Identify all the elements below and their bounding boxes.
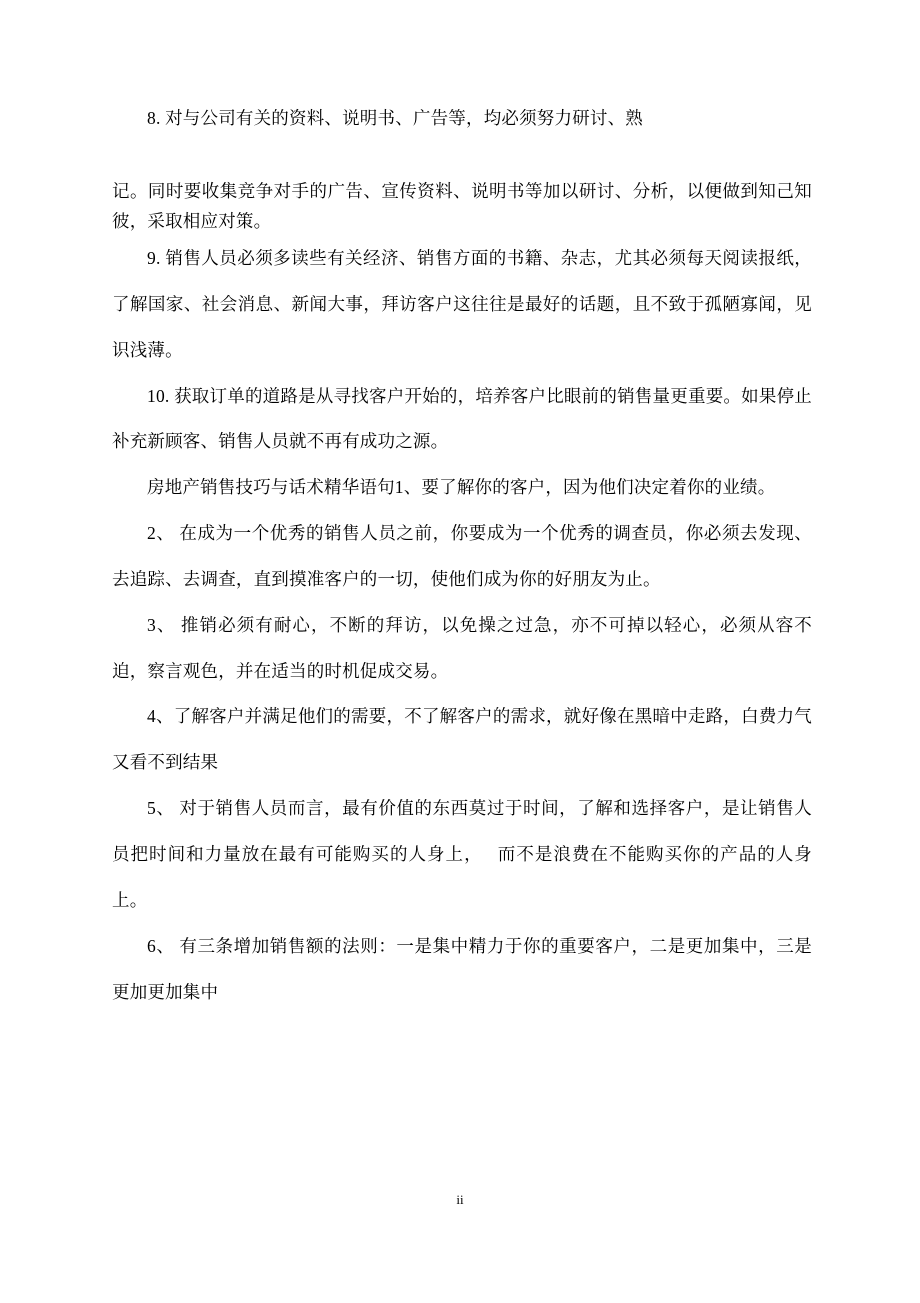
- paragraph-item-3: 3、 推销必须有耐心，不断的拜访，以免操之过急，亦不可掉以轻心，必须从容不迫，察言观色，并在适当的时机促成交易。: [112, 614, 812, 681]
- paragraph-item-4: 4、了解客户并满足他们的需要，不了解客户的需求，就好像在黑暗中走路，白费力气又看不到结果: [112, 706, 812, 773]
- paragraph-item-2: 2、 在成为一个优秀的销售人员之前，你要成为一个优秀的调查员，你必须去发现、去追踪、去调查，直到摸准客户的一切，使他们成为你的好朋友为止。: [112, 523, 812, 589]
- paragraph-item-10: 10. 获取订单的道路是从寻找客户开始的，培养客户比眼前的销售量更重要。如果停止补充新顾客、销售人员就不再有成功之源。: [112, 385, 812, 452]
- paragraph-item-6: 6、 有三条增加销售额的法则：一是集中精力于你的重要客户，二是更加集中，三是更加更加集中: [112, 935, 812, 1002]
- paragraph-item-9: 9. 销售人员必须多读些有关经济、销售方面的书籍、杂志，尤其必须每天阅读报纸，了解国家、社会消息、新闻大事，拜访客户这往往是最好的话题，且不致于孤陋寡闻，见识浅薄。: [112, 248, 812, 360]
- document-body: [112, 96, 812, 1015]
- page-number: ii: [456, 1192, 464, 1207]
- paragraph-item-5: 5、 对于销售人员而言，最有价值的东西莫过于时间，了解和选择客户，是让销售人员把时间和力量放在最有可能购买的人身上， 而不是浪费在不能购买你的产品的人身上。: [112, 798, 812, 910]
- paragraph-section-title: 房地产销售技巧与话术精华语句1、要了解你的客户，因为他们决定着你的业绩。: [147, 477, 776, 498]
- paragraph-gap: [112, 142, 812, 176]
- paragraph-item-8-continued: 记。同时要收集竞争对手的广告、宣传资料、说明书等加以研讨、分析，以便做到知己知彼，采取相应对策。: [112, 180, 812, 231]
- paragraph-item-8-line1: 8. 对与公司有关的资料、说明书、广告等，均必须努力研讨、熟: [147, 108, 643, 128]
